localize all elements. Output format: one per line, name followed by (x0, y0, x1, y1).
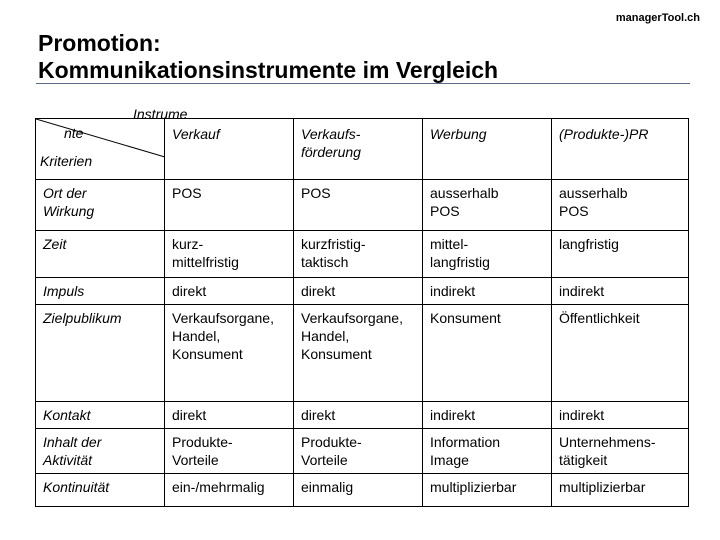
table-cell: direkt (165, 278, 294, 305)
row-label: Inhalt der Aktivität (36, 429, 165, 474)
table-cell: mittel- langfristig (423, 231, 552, 278)
corner-label-instruments-end: nte (64, 125, 84, 141)
table-row (36, 474, 689, 507)
table-cell: direkt (165, 402, 294, 429)
column-header-pr: (Produkte-)PR (552, 119, 689, 180)
row-label: Kontakt (36, 402, 165, 429)
row-label: Impuls (36, 278, 165, 305)
comparison-table (35, 106, 689, 507)
corner-label-instruments: Instrume (133, 106, 188, 122)
column-header-verkaufsfoerderung: Verkaufs- förderung (294, 119, 423, 180)
table-cell: indirekt (552, 278, 689, 305)
table-cell: POS (165, 180, 294, 231)
row-label: Zeit (36, 231, 165, 278)
table-cell: Öffentlichkeit (552, 305, 689, 402)
corner-cell (36, 106, 188, 180)
table-row (36, 278, 689, 305)
title-line-2: Kommunikationsinstrumente im Vergleich (38, 57, 499, 83)
row-label: Zielpublikum (36, 305, 165, 402)
table-cell: ein-/mehrmalig (165, 474, 294, 507)
table-cell: Verkaufsorgane, Handel, Konsument (294, 305, 423, 402)
table-cell: Verkaufsorgane, Handel, Konsument (165, 305, 294, 402)
table-cell: indirekt (423, 402, 552, 429)
title-divider (36, 83, 690, 84)
table-row (36, 180, 689, 231)
table-row (36, 305, 689, 402)
page-title (38, 30, 498, 84)
table-cell: Produkte- Vorteile (294, 429, 423, 474)
title-line-1: Promotion: (38, 30, 161, 56)
table-cell: indirekt (423, 278, 552, 305)
table-cell: ausserhalb POS (552, 180, 689, 231)
row-label: Kontinuität (36, 474, 165, 507)
table-cell: langfristig (552, 231, 689, 278)
table-cell: ausserhalb POS (423, 180, 552, 231)
table-cell: multiplizierbar (423, 474, 552, 507)
table-row (36, 402, 689, 429)
table-cell: Information Image (423, 429, 552, 474)
column-header-verkauf: Verkauf (165, 119, 294, 180)
brand-logo: managerTool.ch (615, 12, 700, 24)
table-cell: einmalig (294, 474, 423, 507)
column-header-werbung: Werbung (423, 119, 552, 180)
table-cell: Konsument (423, 305, 552, 402)
table-cell: POS (294, 180, 423, 231)
table-cell: Unternehmens- tätigkeit (552, 429, 689, 474)
table-cell: Produkte- Vorteile (165, 429, 294, 474)
corner-label-criteria: Kriterien (40, 153, 93, 169)
row-label: Ort der Wirkung (36, 180, 165, 231)
table-cell: direkt (294, 402, 423, 429)
table-cell: kurzfristig- taktisch (294, 231, 423, 278)
table-body (36, 106, 689, 507)
table-cell: direkt (294, 278, 423, 305)
table-row (36, 429, 689, 474)
table-cell: kurz- mittelfristig (165, 231, 294, 278)
header-row (36, 119, 689, 180)
table-cell: indirekt (552, 402, 689, 429)
table-cell: multiplizierbar (552, 474, 689, 507)
table-row (36, 231, 689, 278)
